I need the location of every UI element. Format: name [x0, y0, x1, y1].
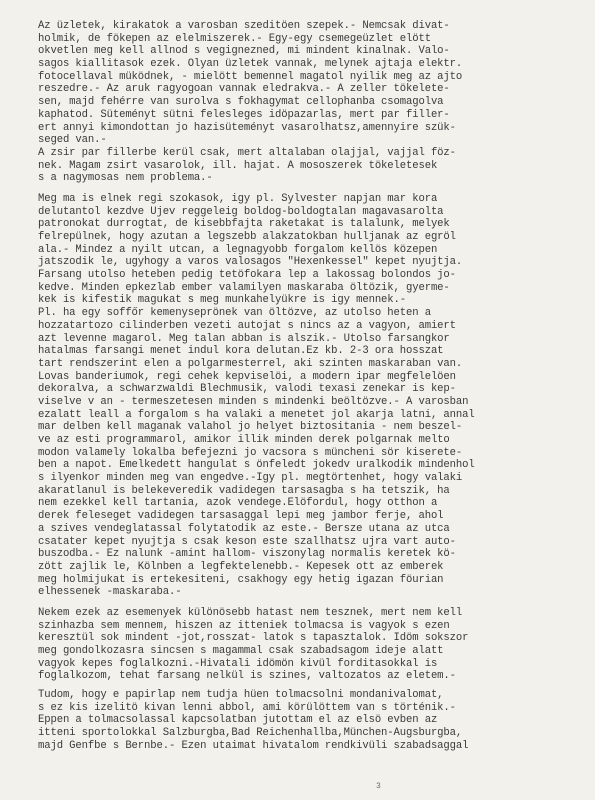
- text-line: Az üzletek, kirakatok a varosban szeditöen szepek.- Nemcsak divat-: [38, 20, 450, 32]
- text-line: szinhazba sem mennem, hiszen az itteniek tolmacsa is vagyok s ezen: [38, 619, 450, 632]
- text-line: a szives vendeglatassal folytatodik az este.- Bersze utana az utca: [38, 522, 450, 535]
- text-line: Tudom, hogy e papirlap nem tudja hüen tolmacsolni mondanivalomat,: [38, 689, 444, 702]
- text-line: zött zajlik le, Kölnben a legfektelenebb.- Kepesek ott az emberek: [38, 560, 444, 573]
- text-line: hozzatartozo cilinderben vezeti autojat s nincs az a vagyon, amiert: [38, 319, 456, 332]
- text-line: nem ezekkel kell tartania, azok vendege.Elöfordul, hogy otthon a: [38, 497, 438, 510]
- paragraph-travels: [38, 689, 581, 752]
- text-line: jatszodik le, ugyhogy a varos valosagos "Hexenkessel" kepet nyujtja.: [38, 256, 463, 269]
- text-line: itteni sportolokkal Salzburgba,Bad Reichenhallba,München-Augsburgba,: [38, 727, 463, 740]
- text-line: csatater kepet nyujtja s csak keson este szallhatsz ujra vart auto-: [38, 535, 456, 548]
- text-line: ve az esti programmarol, amikor illik minden derek polgarnak melto: [38, 434, 450, 446]
- text-line: hatalmas farsangi menet indul kora delutan.Ez kb. 2-3 ora hosszat: [38, 345, 444, 358]
- text-line: derek feleseget vadidegen tarsasaggal lepi meg jambor ferje, ahol: [38, 510, 444, 523]
- text-line: patronokat durrogtat, de kisebbfajta raketakat is talalunk, melyek: [38, 218, 450, 231]
- text-line: Pl. ha egy soffőr kemenyseprönek van öltözve, az utolso heten a: [38, 307, 431, 320]
- text-line: sen, majd fehérre van surolva s fokhagymat cellophanba csomagolva: [38, 96, 444, 109]
- text-line: sagos kiallitasok ezek. Olyan üzletek vannak, melynek ajtaja elektr.: [38, 58, 463, 71]
- text-line: dekoralva, a schwarzwaldi Blechmusik, valodi texasi zenekar is kep-: [38, 383, 456, 396]
- text-line: buszodba.- Ez nalunk -amint hallom- viszonylag normalis keretek kö-: [38, 548, 456, 561]
- text-line: kek is kifestik magukat s meg munkahelyükre is igy mennek.-: [38, 294, 407, 307]
- text-line: seged van.-: [38, 134, 107, 147]
- text-line: s ez kis izelitö kivan lenni abbol, ami körülöttem van s történik.-: [38, 701, 456, 714]
- text-line: Eppen a tolmacsolassal kapcsolatban jutottam el az elsö evben az: [38, 714, 438, 727]
- text-line: ben a napot. Emelkedett hangulat s önfeledt jokedv uralkodik mindenhol: [38, 459, 475, 472]
- text-line: keresztül sok mindent -jot,rosszat- latok s tapasztalok. Idöm sokszor: [38, 632, 469, 645]
- text-line: Lovas banderiumok, regi cehek kepviselöi, a modern ipar megfelelöen: [38, 370, 456, 383]
- text-line: okvetlen meg kell allnod s vegignezned, mi mindent kinalnak. Valo-: [38, 45, 450, 58]
- text-line: Farsang utolso heteben pedig tetöfokara lep a lakossag bolondos jo-: [38, 269, 456, 282]
- text-line: kaphatod. Süteményt sütni felesleges idöpazarlas, mert par filler-: [38, 108, 450, 121]
- paragraph-fat: [38, 147, 581, 185]
- page-bottom-mark: 3: [376, 782, 381, 791]
- text-line: s a nagymosas nem problema.-: [38, 172, 213, 185]
- text-line: akaratlanul is belekeveredik vadidegen tarsasagba s ha tetszik, ha: [38, 484, 450, 497]
- paragraph-interpreter-work: [38, 607, 581, 683]
- text-line: ezalatt leall a forgalom s ha valaki a menetet jol akarja latni, annal: [38, 408, 475, 421]
- text-line: nek. Magam zsirt vasarolok, ill. hajat. A mososzerek tökeletesek: [38, 159, 438, 172]
- text-line: Nekem ezek az esemenyek különösebb hatast nem tesznek, mert nem kell: [38, 606, 463, 619]
- text-line: felrepülnek, hogy azutan a legszebb alakzatokban hulljanak az egröl: [38, 231, 456, 243]
- text-line: fotocellaval müködnek, - mielött bemennel magatol nyilik meg az ajto: [38, 70, 463, 83]
- text-line: viselve v an - termeszetesen minden s mindenki beöltözve.- A varosban: [38, 395, 469, 408]
- text-line: modon valamely lokalba befejezni jo vacsora s müncheni sör kiserete-: [38, 446, 463, 459]
- text-line: foglalkozom, tehat farsang nelkül is szines, valtozatos az eletem.-: [38, 670, 456, 683]
- text-line: ala.- Mindez a nyilt utcan, a legnagyobb forgalom kellös közepen: [38, 243, 438, 256]
- text-line: holmik, de fökepen az elelmiszerek.- Egy-egy csemegeüzlet elött: [38, 32, 431, 45]
- text-line: kedve. Minden epkezlab ember valamilyen maskaraba öltözik, gyerme-: [38, 281, 450, 294]
- text-line: mar delben kell maganak valahol jo helyet biztositania - nem beszel-: [38, 421, 463, 434]
- text-line: elhessenek -maskaraba.-: [38, 586, 182, 599]
- paragraph-gap: [38, 185, 581, 193]
- text-line: reszedre.- Az aruk ragyogoan vannak eledrakva.- A zeller tökelete-: [38, 83, 450, 96]
- paragraph-shops: [38, 20, 581, 147]
- text-line: s ilyenkor minden meg van engedve.-Igy pl. megtörtenhet, hogy valaki: [38, 472, 463, 485]
- paragraph-gap: [38, 599, 581, 607]
- text-line: Meg ma is elnek regi szokasok, igy pl. Sylvester napjan mar kora: [38, 192, 438, 205]
- paragraph-customs-carnival: [38, 193, 581, 599]
- text-line: meg holmijukat is ertekesiteni, csakhogy egy hetig igazan föurian: [38, 573, 444, 586]
- text-line: vagyok kepes foglalkozni.-Hivatali idömön kivül forditasokkal is: [38, 657, 438, 670]
- text-line: majd Genfbe s Bernbe.- Ezen utaimat hivatalom rendkivüli szabadsaggal: [38, 739, 469, 752]
- text-line: A zsir par fillerbe kerül csak, mert altalaban olajjal, vajjal föz-: [38, 146, 456, 159]
- text-line: ert annyi kimondottan jo hazisüteményt vasarolhatsz,amennyire szük-: [38, 121, 456, 134]
- text-line: tart rendszerint elen a polgarmesterrel, aki szinten maskaraban van.: [38, 357, 463, 370]
- text-line: delutantol kezdve Ujev reggeleig boldog-boldogtalan magavasarolta: [38, 205, 444, 218]
- text-line: azt levenne magarol. Meg talan abban is alszik.- Utolso farsangkor: [38, 332, 450, 345]
- text-line: meg gondolkozasra sincsen s magammal csak szabadsagom ideje alatt: [38, 645, 444, 657]
